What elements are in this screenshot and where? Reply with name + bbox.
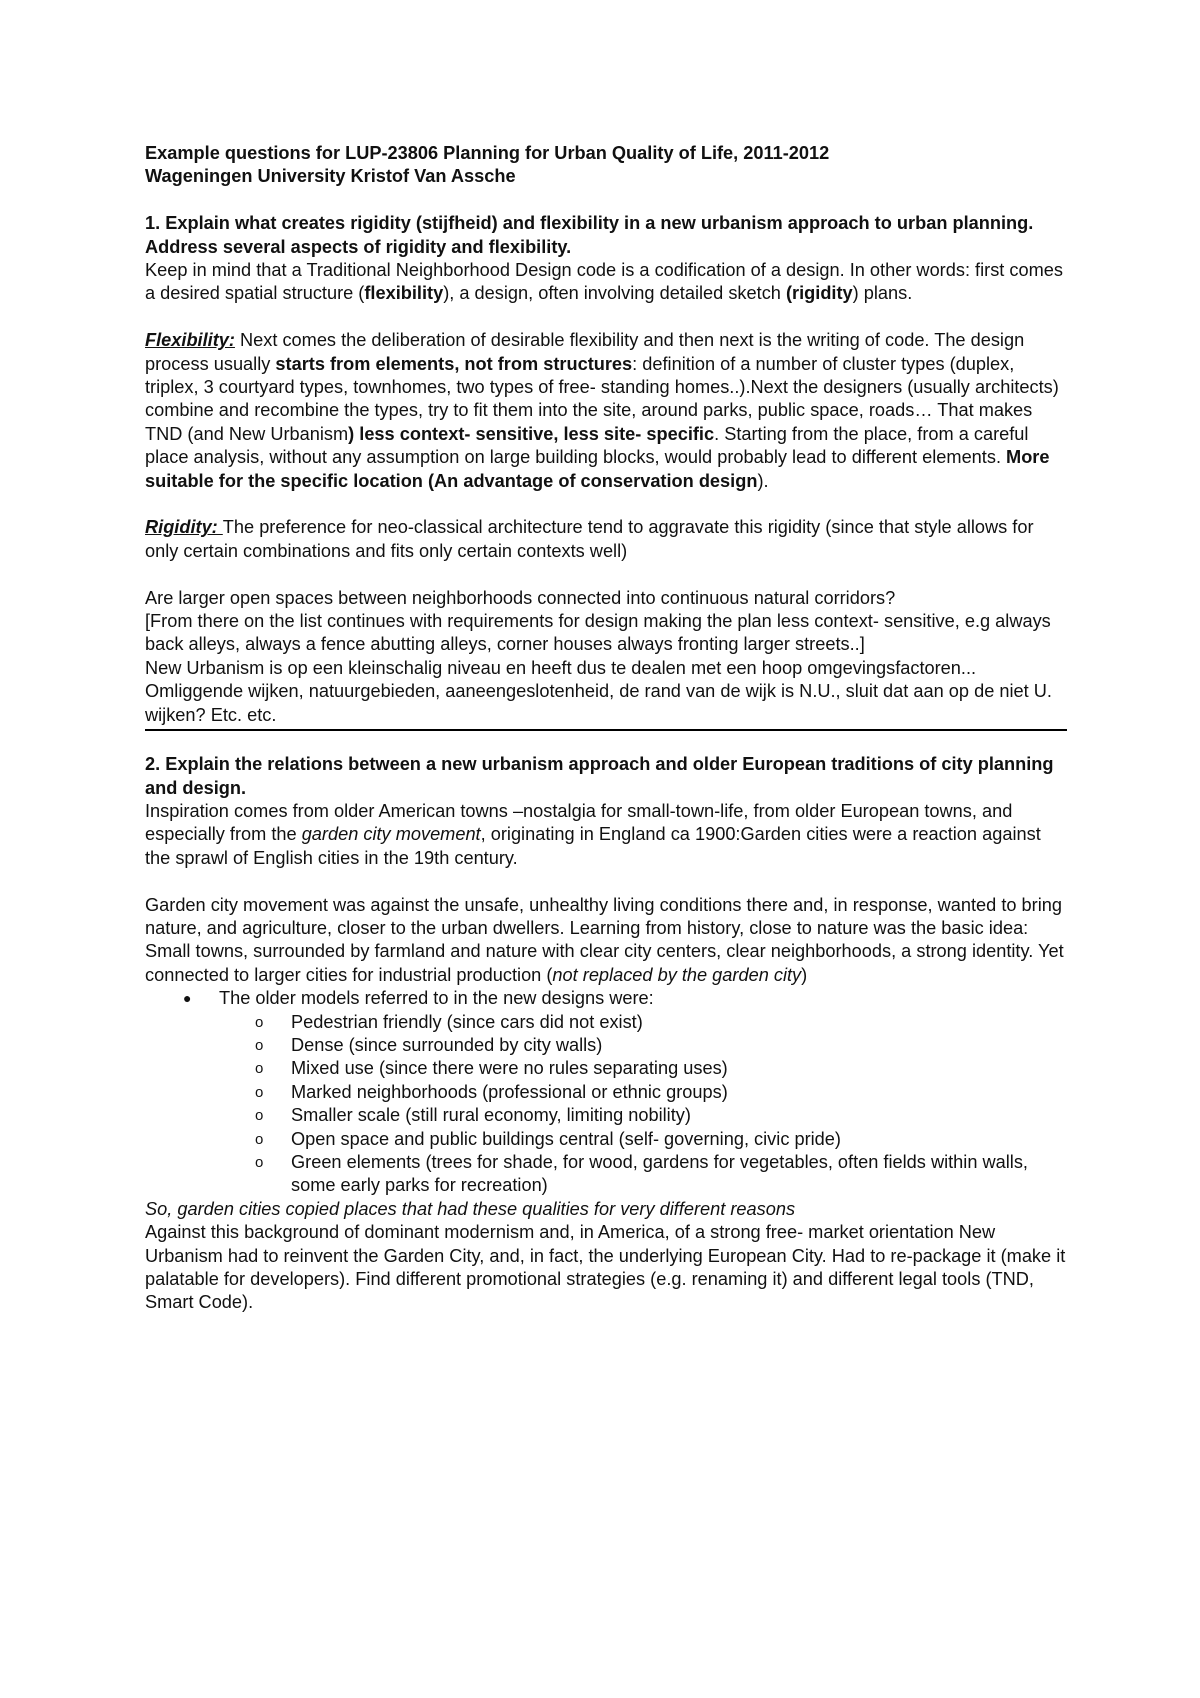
list-item: ● The older models referred to in the new designs were: — [145, 987, 1067, 1010]
rigidity-label: Rigidity: — [145, 517, 223, 538]
list-item: o Mixed use (since there were no rules separating uses) — [145, 1057, 1067, 1080]
circle-bullet-icon: o — [255, 1153, 264, 1171]
open-spaces-question: Are larger open spaces between neighborhoods connected into continuous natural corridors? — [145, 587, 896, 608]
flexibility-label: Flexibility: — [145, 330, 235, 351]
circle-bullet-icon: o — [255, 1036, 264, 1054]
circle-bullet-icon: o — [255, 1130, 264, 1148]
dutch-note-paragraph: New Urbanism is op een kleinschalig niveau en heeft dus te dealen met een hoop omgevingsfactoren... Omliggende wijken, natuurgebieden, aaneengeslotenheid, de rand van de wijk is N.U., sluit dat aan op de niet U. wijken? Etc. etc. — [145, 657, 1052, 725]
against-background-paragraph: Against this background of dominant modernism and, in America, of a strong free- market orientation New Urbanism had to reinvent the Garden City, and, in fact, the underlying European City. Had to re-package it (make it palatable for developers). Find different promotional strategies (e.g. renaming it) and different legal tools (TND, Smart Code). — [145, 1222, 1066, 1313]
document-author: Wageningen University Kristof Van Assche — [145, 166, 516, 187]
older-models-list — [145, 987, 1067, 1010]
flexibility-paragraph: Flexibility: Next comes the deliberation of desirable flexibility and then next is the writing of code. The design process usually starts from elements, not from structures: definition of a number of cluster types (duplex, triplex, 3 courtyard types, townhomes, two types of free- standing homes..).Next the designers (usually architects) combine and recombine the types, try to fit them into the site, around parks, public space, roads… That makes TND (and New Urbanism) less context- sensitive, less site- specific. Starting from the place, from a careful place analysis, without any assumption on large building blocks, would probably lead to different elements. More suitable for the specific location (An advantage of conservation design). — [145, 330, 1059, 491]
garden-city-paragraph: Garden city movement was against the unsafe, unhealthy living conditions there and, in response, wanted to bring nature, and agriculture, closer to the urban dwellers. Learning from history, close to nature was the basic idea: Small towns, surrounded by farmland and nature with clear city centers, clear neighborhoods, a strong identity. Yet connected to larger cities for industrial production (not replaced by the garden city) — [145, 894, 1064, 985]
rigidity-paragraph: Rigidity: The preference for neo-classical architecture tend to aggravate this rigidity (since that style allows for only certain combinations and fits only certain contexts well) — [145, 517, 1034, 561]
inspiration-paragraph: Inspiration comes from older American towns –nostalgia for small-town-life, from older European towns, and especially from the garden city movement, originating in England ca 1900:Garden cities were a reaction against the sprawl of English cities in the 19th century. — [145, 800, 1041, 868]
list-item: o Open space and public buildings central (self- governing, civic pride) — [145, 1128, 1067, 1151]
question-1: 1. Explain what creates rigidity (stijfheid) and flexibility in a new urbanism approach to urban planning. Address several aspects of rigidity and flexibility. — [145, 213, 1034, 257]
list-item: o Smaller scale (still rural economy, limiting nobility) — [145, 1104, 1067, 1127]
list-continues-paragraph: [From there on the list continues with requirements for design making the plan less context- sensitive, e.g always back alleys, always a fence abutting alleys, corner houses always fronting larger streets..] — [145, 611, 1051, 655]
document-page — [145, 142, 1067, 1315]
bullet-icon: ● — [183, 990, 192, 1007]
circle-bullet-icon: o — [255, 1107, 264, 1125]
circle-bullet-icon: o — [255, 1013, 264, 1031]
circle-bullet-icon: o — [255, 1060, 264, 1078]
circle-bullet-icon: o — [255, 1083, 264, 1101]
so-garden-cities-line: So, garden cities copied places that had these qualities for very different reasons — [145, 1198, 796, 1219]
list-item: o Pedestrian friendly (since cars did not exist) — [145, 1011, 1067, 1034]
question-2: 2. Explain the relations between a new urbanism approach and older European traditions of city planning and design. — [145, 754, 1054, 798]
older-models-sublist — [145, 1011, 1067, 1198]
q1-intro-paragraph: Keep in mind that a Traditional Neighborhood Design code is a codification of a design. In other words: first comes a desired spatial structure (flexibility), a design, often involving detailed sketch (rigidity) plans. — [145, 260, 1063, 304]
list-item: o Marked neighborhoods (professional or ethnic groups) — [145, 1081, 1067, 1104]
document-title: Example questions for LUP-23806 Planning for Urban Quality of Life, 2011-2012 — [145, 143, 830, 163]
list-item: o Dense (since surrounded by city walls) — [145, 1034, 1067, 1057]
list-item: o Green elements (trees for shade, for wood, gardens for vegetables, often fields within walls, some early parks for recreation) — [255, 1151, 1028, 1196]
